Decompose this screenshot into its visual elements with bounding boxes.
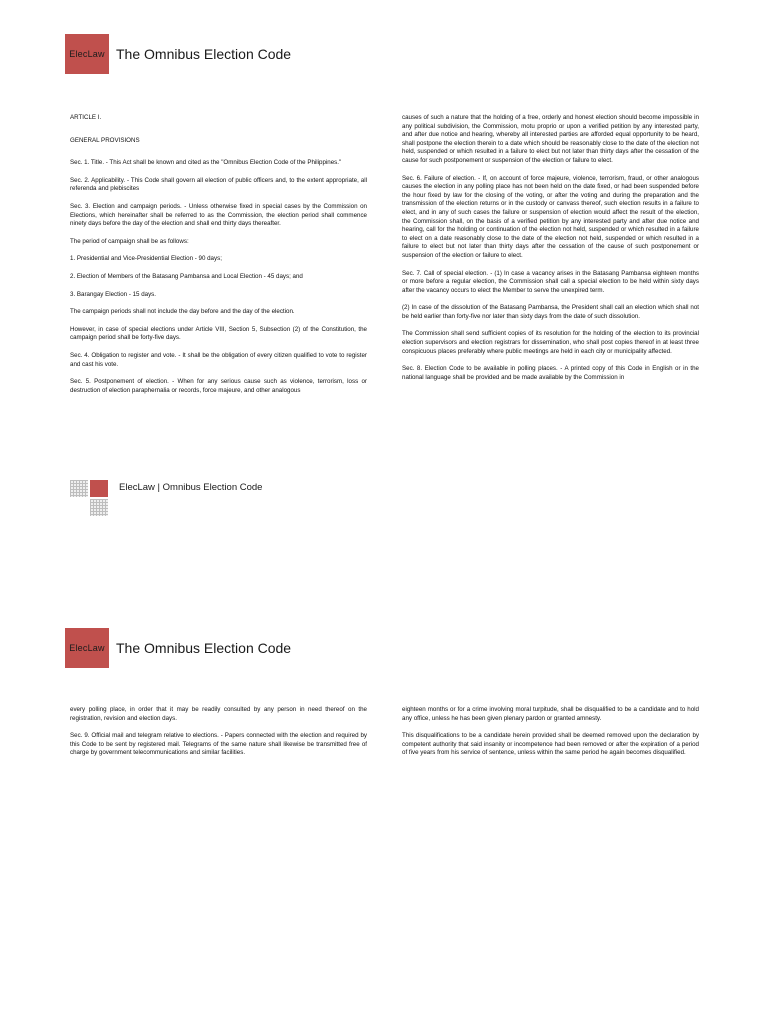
paragraph: The Commission shall send sufficient copies of its resolution for the holding of the election to its provincial election supervisors and election registrars for dissemination, who shall post copies thereof in at least three conspicuous places preferably where public meetings are held in each city or municipality affected.	[402, 330, 699, 355]
right-column	[402, 114, 699, 391]
paragraph: The campaign periods shall not include the day before and the day of the election.	[70, 308, 295, 316]
paragraph: Sec. 4. Obligation to register and vote. - It shall be the obligation of every citizen qualified to vote to register and cast his vote.	[70, 351, 367, 368]
eleclaw-logo	[65, 34, 109, 74]
logo-text: ElecLaw	[69, 49, 105, 59]
paragraph: 3. Barangay Election - 15 days.	[70, 290, 156, 298]
paragraph: Sec. 9. Official mail and telegram relative to elections. - Papers connected with the election and required by this Code to be sent by registered mail. Telegrams of the same nature shall likewise be transmitted free of charge by government telecommunications and similar facilities.	[70, 732, 367, 757]
paragraph: Sec. 3. Election and campaign periods. - Unless otherwise fixed in special cases by the Commission on Elections, which hereinafter shall be referred to as the Commission, the election period shall commence ninety days before the day of the election and shall end thirty days thereafter.	[70, 202, 367, 228]
paragraph: causes of such a nature that the holding of a free, orderly and honest election should become impossible in any political subdivision, the Commission, motu proprio or upon a verified petition by any interested party, and after due notice and hearing, whereby all interested parties are afforded equal opportunity to be heard, shall postpone the election therein to a date which should be reasonably close to the date of the election not held, suspended or which resulted in a failure to elect but not later than thirty days after the cessation of the cause for such postponement or suspension of the election or failure to elect.	[402, 114, 699, 164]
paragraph: Sec. 6. Failure of election. - If, on account of force majeure, violence, terrorism, fraud, or other analogous causes the election in any polling place has not been held on the date fixed, or had been suspended before the hour fixed by law for the closing of the voting, or after the voting and during the preparation and the transmission of the election returns or in the custody or canvass thereof, such election results in a failure to elect, and in any of such cases the failure or suspension of election would affect the result of the election, the Commission shall, on the basis of a verified petition by any interested party and after due notice and hearing, call for the holding or continuation of the election not held, suspended or which resulted in a failure to elect on a date reasonably close to the date of the election not held, suspended or which resulted in a failure to elect but not later than thirty days after the cessation of the cause of such postponement or suspension of the election or failure to elect.	[402, 174, 699, 259]
left-column	[70, 114, 367, 404]
document-page-2	[0, 600, 768, 1024]
paragraph: Sec. 7. Call of special election. - (1) In case a vacancy arises in the Batasang Pambansa eighteen months or more before a regular election, the Commission shall call a special election to be held within sixty days after the vacancy occurs to elect the Member to serve the unexpired term.	[402, 269, 699, 294]
red-square	[90, 480, 108, 497]
eleclaw-logo	[65, 628, 109, 668]
paragraph: 1. Presidential and Vice-Presidential Election - 90 days;	[70, 255, 222, 263]
section-heading: GENERAL PROVISIONS	[70, 136, 140, 144]
paragraph: The period of campaign shall be as follows:	[70, 237, 189, 245]
logo-text: ElecLaw	[69, 643, 105, 653]
left-column	[70, 706, 367, 767]
paragraph: Sec. 8. Election Code to be available in polling places. - A printed copy of this Code in English or in the national language shall be provided and be made available by the Commission in	[402, 365, 699, 381]
paragraph: Sec. 2. Applicability. - This Code shall govern all election of public officers and, to the extent appropriate, all referenda and plebiscites	[70, 176, 367, 193]
paragraph: This disqualifications to be a candidate herein provided shall be deemed removed upon the declaration by competent authority that said insanity or incompetence had been removed or after the expiration of a period of five years from his service of sentence, unless within the same period he again becomes disqualified.	[402, 732, 699, 757]
page-title: The Omnibus Election Code	[116, 640, 292, 656]
article-heading: ARTICLE I.	[70, 114, 102, 121]
paragraph: every polling place, in order that it may be readily consulted by any person in need thereof on the registration, revision and election days.	[70, 706, 367, 722]
page-header	[65, 628, 291, 668]
page-header	[65, 34, 291, 74]
footer-text: ElecLaw | Omnibus Election Code	[119, 482, 263, 493]
footer-logo-icon	[70, 480, 110, 518]
page-footer	[70, 480, 370, 518]
paragraph: However, in case of special elections under Article VIII, Section 5, Subsection (2) of the Constitution, the campaign period shall be forty-five days.	[70, 325, 367, 342]
page-title: The Omnibus Election Code	[116, 46, 292, 62]
paragraph: Sec. 1. Title. - This Act shall be known and cited as the "Omnibus Election Code of the Philippines."	[70, 159, 342, 167]
grid-square	[70, 480, 88, 497]
paragraph: (2) In case of the dissolution of the Batasang Pambansa, the President shall call an election which shall not be held earlier than forty-five nor later than sixty days from the date of such dissolution.	[402, 304, 699, 320]
paragraph: Sec. 5. Postponement of election. - When for any serious cause such as violence, terrorism, loss or destruction of election paraphernalia or records, force majeure, and other analogous	[70, 378, 367, 394]
paragraph: eighteen months or for a crime involving moral turpitude, shall be disqualified to be a candidate and to hold any office, unless he has been given plenary pardon or granted amnesty.	[402, 706, 699, 722]
grid-square	[90, 499, 108, 516]
right-column	[402, 706, 699, 767]
paragraph: 2. Election of Members of the Batasang Pambansa and Local Election - 45 days; and	[70, 272, 303, 280]
